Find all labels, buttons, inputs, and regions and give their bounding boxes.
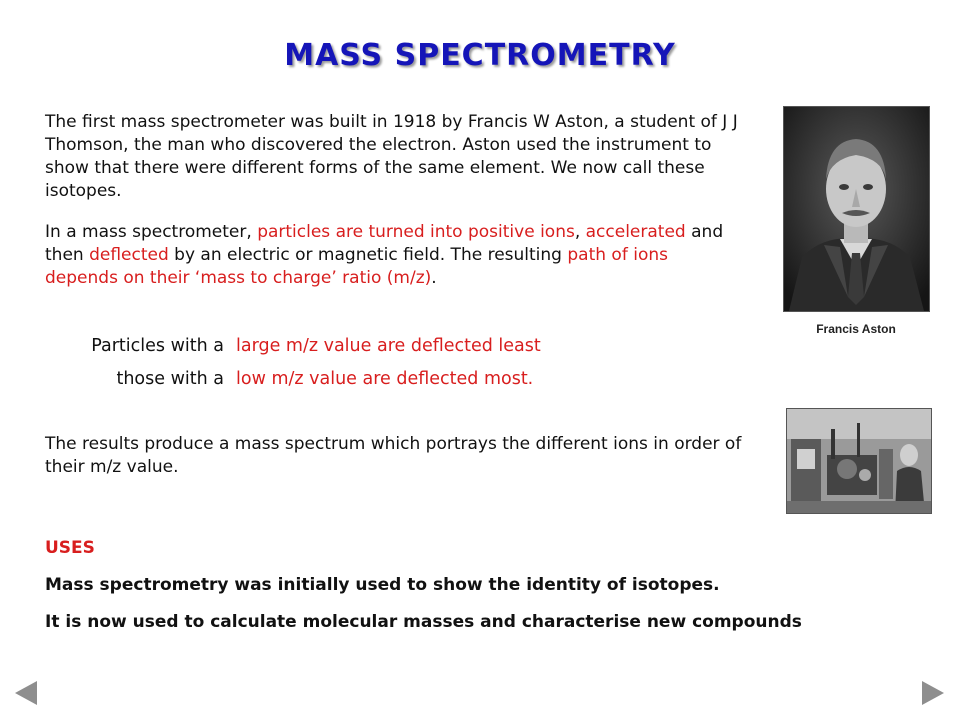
intro-paragraph: The first mass spectrometer was built in 1918 by Francis W Aston, a student of J J Thomson, the man who discovered the electron. Aston used the instrument to show that there were different forms of the same element. We now call these isotopes. [45, 112, 738, 201]
highlight-positive-ions: particles are turned into positive ions [257, 222, 575, 242]
text-segment: . [431, 268, 437, 288]
apparatus-image [787, 409, 931, 513]
highlight-path-of-ions: path of ions depends on their ‘mass to charge’ ratio (m/z) [45, 245, 668, 288]
highlight-deflected: deflected [89, 245, 169, 265]
text-segment: and then [45, 222, 724, 265]
deflection-value-large: large m/z value are deflected least [236, 336, 541, 356]
highlight-accelerated: accelerated [585, 222, 686, 242]
francis-aston-portrait [783, 106, 930, 312]
prev-triangle-icon[interactable] [15, 681, 37, 705]
ion-process-paragraph [45, 221, 745, 290]
page-title: MASS SPECTROMETRY [284, 38, 676, 73]
next-triangle-icon[interactable] [922, 681, 944, 705]
uses-line-compounds: It is now used to calculate molecular masses and characterise new compounds [45, 612, 802, 632]
lab-apparatus-photo [786, 408, 932, 514]
uses-line-isotopes: Mass spectrometry was initially used to show the identity of isotopes. [45, 575, 720, 595]
portrait-caption: Francis Aston [816, 322, 896, 336]
deflection-label-large: Particles with a [91, 336, 224, 356]
deflection-label-low: those with a [116, 369, 224, 389]
portrait-image [784, 107, 929, 311]
text-segment: In a mass spectrometer, [45, 222, 258, 242]
text-segment: , [574, 222, 586, 242]
text-segment: by an electric or magnetic field. The resulting [168, 245, 568, 265]
results-paragraph: The results produce a mass spectrum which portrays the different ions in order of their m/z value. [45, 434, 742, 477]
uses-heading: USES [45, 538, 95, 558]
deflection-value-low: low m/z value are deflected most. [236, 369, 534, 389]
